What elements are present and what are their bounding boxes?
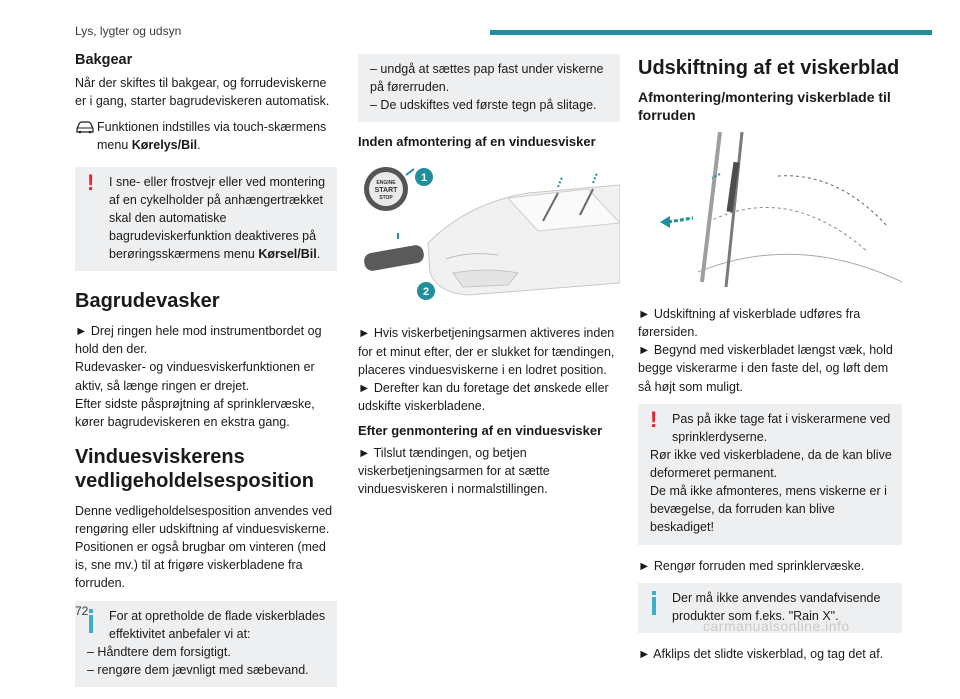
info-rain-x-text: Der må ikke anvendes vandafvisende produkter som f.eks. "Rain X". (672, 590, 881, 623)
page-number: 72 (75, 604, 89, 618)
running-header: Lys, lygter og udsyn (75, 24, 182, 38)
warning-box-wiper-arms (638, 404, 902, 545)
maintenance-text: Denne vedligeholdelsesposition anvendes ved rengøring eller udskiftning af vinduesviskerne. Positionen er også brugbar om vinteren (med is, sne mv.) til at frigøre viskerbladene fra forruden. (75, 503, 333, 591)
replace-step-1: ► Udskiftning af viskerblade udføres fra førersiden. (638, 307, 861, 340)
button-label-start: START (374, 187, 398, 195)
button-label-engine: ENGINE (376, 180, 396, 187)
bakgear-text: Når der skiftes til bakgear, og forrudeviskerne er i gang, starter bagrudeviskeren automatisk. (75, 76, 330, 109)
touch-text: Funktionen indstilles via touch-skærmens menu (97, 120, 327, 153)
warning-menu-path: Kørsel/Bil (258, 247, 317, 261)
bagrude-text-2: Efter sidste påsprøjtning af sprinklervæske, kører bagrudeviskeren en ekstra gang. (75, 396, 315, 429)
info-care-item-1: – Håndtere dem forsigtigt. (87, 644, 231, 659)
warning-arms-text-1: Pas på ikke tage fat i viskerarmene ved sprinklerdyserne. (672, 411, 891, 444)
column-right (638, 52, 902, 671)
wiper-service-illustration (358, 163, 620, 305)
header-accent-bar (490, 30, 932, 35)
maintenance-position-heading: Vinduesviskerens vedligeholdelsesposition (75, 445, 314, 492)
bagrude-text-1: Rudevasker- og vinduesviskerfunktionen er aktiv, så længe ringen er drejet. (75, 360, 315, 393)
replace-step-4: ► Afklips det slidte viskerblad, og tag det af. (638, 646, 884, 661)
warning-icon: ! (87, 169, 95, 195)
after-refit-heading: Efter genmontering af en vinduesvisker (358, 423, 603, 438)
before-step-2: ► Derefter kan du foretage det ønskede eller udskifte viskerbladene. (358, 380, 609, 413)
replace-blade-heading: Udskiftning af et viskerblad (638, 57, 900, 79)
watermark: carmanualsonline.info (703, 618, 850, 634)
warning-text: I sne- eller frostvejr eller ved montering af en cykelholder på anhængertrækket skal den automatiske bagrudeviskerfunktion deaktiveres på berøringsskærmens menu (109, 174, 326, 261)
wiper-stalk (363, 244, 425, 272)
bakgear-heading: Bakgear (75, 52, 133, 68)
info-cont-item-2: – De udskiftes ved første tegn på slitage. (370, 98, 597, 113)
info-care-item-2: – rengøre dem jævnligt med sæbevand. (87, 662, 309, 677)
after-refit-step: ► Tilslut tændingen, og betjen viskerbetjeningsarmen for at sætte vinduesviskeren i normalstillingen. (358, 446, 550, 497)
warning-icon: ! (650, 406, 658, 432)
car-icon (75, 118, 97, 162)
warning-box-rear-wiper: ! I sne- eller frostvejr eller ved montering af en cykelholder på anhængertrækket skal den automatiske bagrudeviskerfunktion deaktiveres på berøringsskærmens menu Kørsel/Bil. (75, 167, 337, 272)
warning-arms-text-3: De må ikke afmonteres, mens viskerne er i bevægelse, da forruden kan blive beskadiget! (650, 484, 887, 535)
blade-removal-illustration (638, 132, 902, 292)
column-left (75, 52, 337, 699)
bagrude-step: ► Drej ringen hele mod instrumentbordet og hold den der. (75, 324, 322, 357)
button-label-stop: STOP (379, 195, 393, 202)
info-box-continued (358, 54, 620, 122)
callout-1-label: 1 (420, 172, 428, 185)
replace-step-2: ► Begynd med viskerbladet længst væk, hold begge viskerarme i den faste del, og løft dem så højt som muligt. (638, 343, 893, 394)
before-step-1: ► Hvis viskerbetjeningsarmen aktiveres inden for et minut efter, der er slukket for tændingen, placeres vinduesviskerne i en lodret position. (358, 326, 615, 377)
warning-arms-text-2: Rør ikke ved viskerbladene, da de kan blive deformeret permanent. (650, 447, 892, 480)
replace-step-3: ► Rengør forruden med sprinklervæske. (638, 558, 865, 573)
wiper-arm-left (702, 132, 720, 282)
info-cont-item-1: – undgå at sættes pap fast under viskerne på førerruden. (370, 62, 604, 95)
info-icon (652, 591, 656, 615)
touch-screen-note: Funktionen indstilles via touch-skærmens menu Kørelys/Bil. (75, 118, 337, 162)
info-box-wiper-care (75, 601, 337, 688)
info-care-intro: For at opretholde de flade viskerblades effektivitet anbefaler vi at: (109, 608, 326, 641)
callout-2-label: 2 (422, 286, 430, 299)
touch-menu-path: Kørelys/Bil (131, 138, 198, 153)
remove-fit-subheading: Afmontering/montering viskerblade til forruden (638, 89, 891, 123)
bagrudevasker-heading: Bagrudevasker (75, 290, 220, 313)
before-removal-heading: Inden afmontering af en vinduesvisker (358, 134, 596, 150)
info-icon (89, 609, 93, 633)
column-middle (358, 52, 620, 506)
